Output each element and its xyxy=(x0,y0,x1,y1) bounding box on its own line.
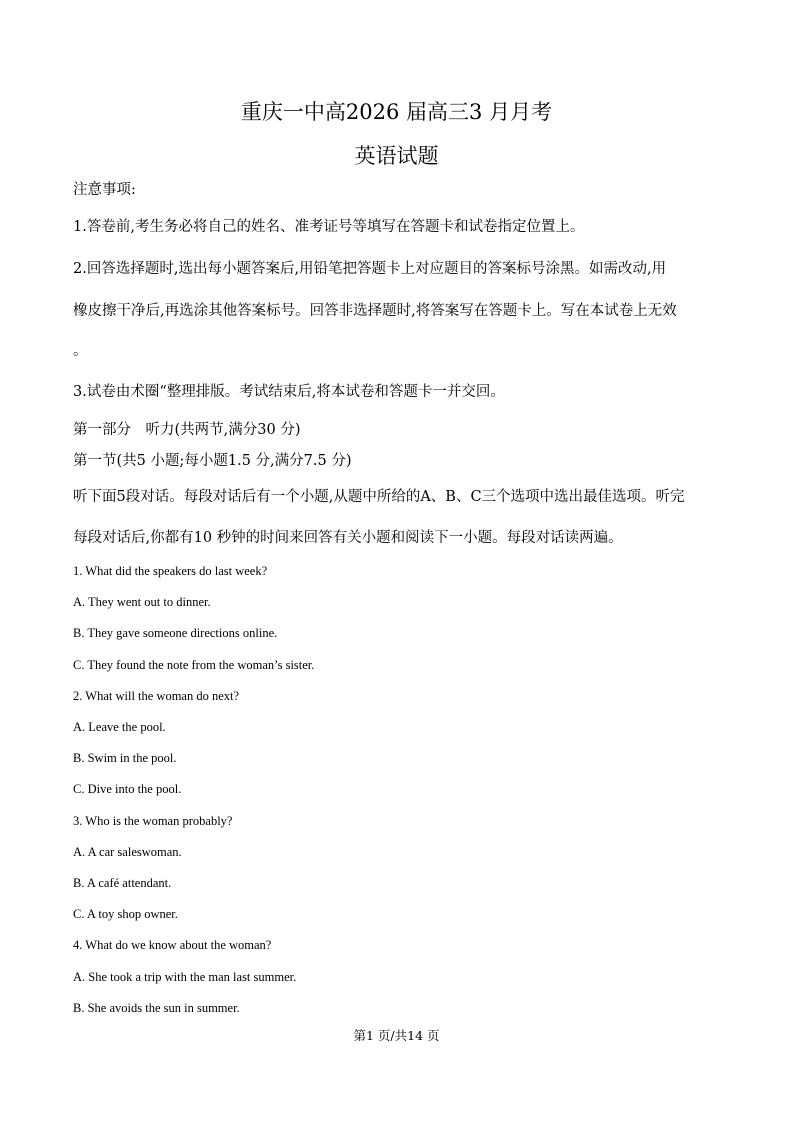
question-3-option-a: A. A car saleswoman. xyxy=(73,845,182,859)
notice-item-2-cont: 橡皮擦干净后,再选涂其他答案标号。回答非选择题时,将答案写在答题卡上。写在本试卷上无效 xyxy=(73,303,677,319)
question-2: 2. What will the woman do next? xyxy=(73,689,240,703)
page-footer: 第1 页/共14 页 xyxy=(353,1028,440,1043)
notice-item-3: 3.试卷由术圈“整理排版。考试结束后,将本试卷和答题卡一并交回。 xyxy=(73,384,505,400)
exam-title: 重庆一中高2026 届高三3 月月考 xyxy=(240,100,553,124)
question-4: 4. What do we know about the woman? xyxy=(73,938,272,952)
question-3-option-c: C. A toy shop owner. xyxy=(73,907,178,921)
instructions-line-2: 每段对话后,你都有10 秒钟的时间来回答有关小题和阅读下一小题。每段对话读两遍。 xyxy=(73,530,623,546)
notice-heading: 注意事项: xyxy=(73,182,136,198)
question-4-option-a: A. She took a trip with the man last summer. xyxy=(73,970,297,984)
question-2-option-a: A. Leave the pool. xyxy=(73,720,166,734)
notice-item-2: 2.回答选择题时,选出每小题答案后,用铅笔把答题卡上对应题目的答案标号涂黑。如需改动,用 xyxy=(73,261,667,277)
instructions-line-1: 听下面5段对话。每段对话后有一个小题,从题中所给的A、B、C三个选项中选出最佳选项。听完 xyxy=(73,489,685,505)
part-heading: 第一部分 听力(共两节,满分30 分) xyxy=(73,422,301,438)
question-3-option-b: B. A café attendant. xyxy=(73,876,172,890)
question-1-option-b: B. They gave someone directions online. xyxy=(73,626,278,640)
subsection-heading: 第一节(共5 小题;每小题1.5 分,满分7.5 分) xyxy=(73,453,352,469)
question-4-option-b: B. She avoids the sun in summer. xyxy=(73,1001,240,1015)
question-2-option-b: B. Swim in the pool. xyxy=(73,751,177,765)
question-2-option-c: C. Dive into the pool. xyxy=(73,782,182,796)
question-1: 1. What did the speakers do last week? xyxy=(73,564,268,578)
notice-item-1: 1.答卷前,考生务必将自己的姓名、准考证号等填写在答题卡和试卷指定位置上。 xyxy=(73,219,585,235)
question-3: 3. Who is the woman probably? xyxy=(73,814,233,828)
question-1-option-c: C. They found the note from the woman’s sister. xyxy=(73,658,315,672)
exam-subtitle: 英语试题 xyxy=(354,144,439,168)
notice-item-2-end: 。 xyxy=(73,343,88,359)
question-1-option-a: A. They went out to dinner. xyxy=(73,595,211,609)
